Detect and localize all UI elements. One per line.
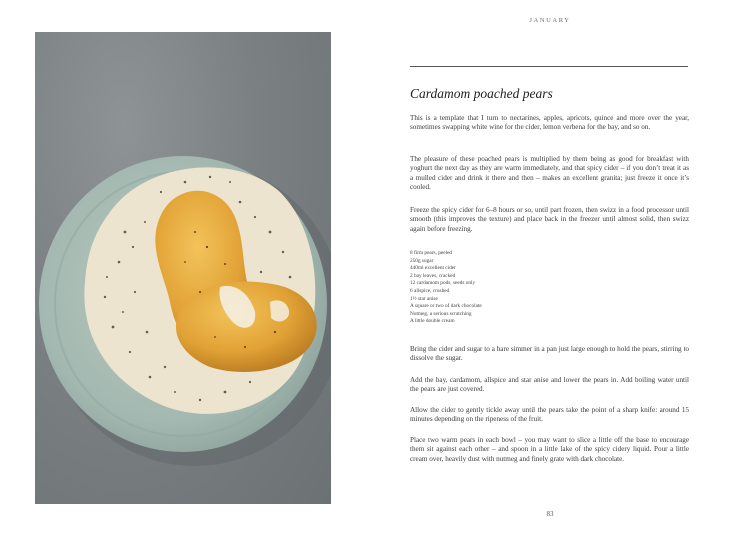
intro-paragraph-2 xyxy=(410,155,689,193)
ingredient-item: A little double cream xyxy=(410,318,455,325)
ingredient-item: 250g sugar xyxy=(410,257,434,264)
intro-text: Freeze the spicy cider for 6–8 hours or so, until part frozen, then swizz in a food processor until smooth (this improves the texture) and place back in the freezer until almost solid, then swizz again before freezing. xyxy=(410,206,689,233)
intro-text: The pleasure of these poached pears is multiplied by them being as good for breakfast with yoghurt the next day as they are warm immediately, and that spicy cider – if you don’t treat it as a mulled cider and drink it there and then – makes an excellent granita; just freeze it once it’s cooled. xyxy=(410,155,689,192)
method-step-4 xyxy=(410,436,689,464)
ingredient-item: A square or two of dark chocolate xyxy=(410,303,482,310)
method-step-1 xyxy=(410,345,689,364)
method-text: Place two warm pears in each bowl – you may want to slice a little off the base to encourage them sit against each other – and spoon in a little lake of the spicy cidery liquid. Pour a little cream over, heavily dust with nutmeg and finely grate with dark chocolate. xyxy=(410,436,689,463)
ingredient-item: 12 cardamom pods, seeds only xyxy=(410,280,476,287)
ingredient-item: Nutmeg, a serious scratching xyxy=(410,310,472,317)
header-rule xyxy=(410,66,688,67)
ingredient-item: 6 allspice, crushed xyxy=(410,287,450,294)
ingredient-list xyxy=(410,250,680,326)
page-number: 83 xyxy=(546,510,554,518)
method-text: Bring the cider and sugar to a bare simmer in a pan just large enough to hold the pears, stirring to dissolve the sugar. xyxy=(410,345,689,363)
plate-illustration xyxy=(35,32,331,504)
ingredient-item: 2 bay leaves, cracked xyxy=(410,272,456,279)
ingredient-item: 1½ star anise xyxy=(410,295,438,302)
intro-paragraph-1 xyxy=(410,114,689,133)
method-text: Add the bay, cardamom, allspice and star anise and lower the pears in. Add boiling water until the pears are just covered. xyxy=(410,376,689,394)
running-head: JANUARY xyxy=(529,17,571,24)
method-text: Allow the cider to gently tickle away until the pears take the point of a sharp knife: around 15 minutes depending on the ripeness of the fruit. xyxy=(410,406,689,424)
ingredient-item: 8 firm pears, peeled xyxy=(410,250,453,256)
recipe-title: Cardamom poached pears xyxy=(410,86,553,101)
intro-paragraph-3 xyxy=(410,206,689,234)
method-step-2 xyxy=(410,376,689,395)
ingredient-item: 440ml excellent cider xyxy=(410,265,456,272)
method-step-3 xyxy=(410,406,689,425)
intro-text: This is a template that I turn to nectarines, apples, apricots, quince and more over the year, sometimes swapping white wine for the cider, lemon verbena for the bay, and so on. xyxy=(410,114,689,132)
poached-pears-photo xyxy=(35,32,331,504)
